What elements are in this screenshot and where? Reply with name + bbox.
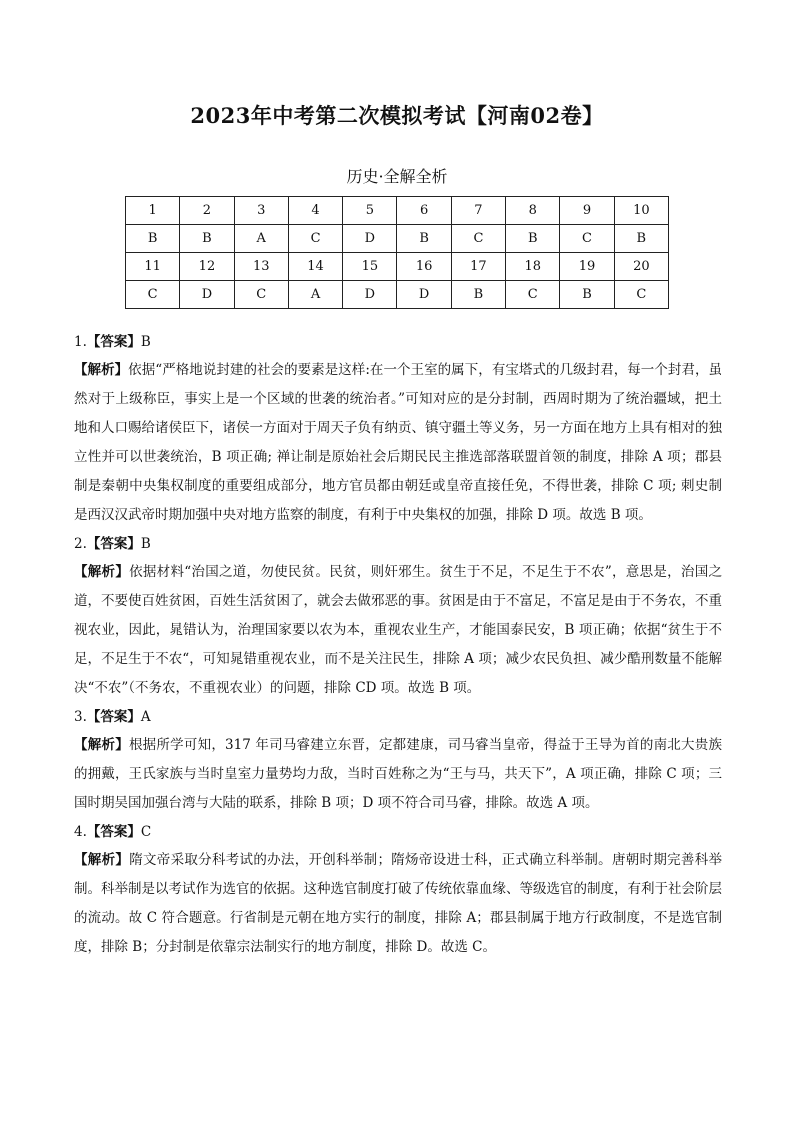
answer-table-cell: B: [180, 225, 234, 253]
analysis-paragraph: [74, 558, 722, 703]
answer-item-4: [74, 819, 722, 962]
document-title: 2023年中考第二次模拟考试【河南02卷】: [190, 103, 604, 128]
analysis-text: 根据所学可知，317 年司马睿建立东晋，定都建康，司马睿当皇帝，得益于王导为首的南北大贵族的拥戴，王氏家族与当时皇室力量势均力敌，当时百姓称之为“王与马，共天下”，A 项正确，排除 C 项；三国时期吴国加强台湾与大陆的联系，排除 B 项；D 项不符合司马睿，排除。故选 A 项。: [74, 737, 723, 811]
answer-table-cell: B: [614, 225, 668, 253]
answer-table-cell: B: [560, 281, 614, 309]
answer-table-cell: 19: [560, 253, 614, 281]
analysis-paragraph: [74, 846, 722, 962]
answer-table-row: [126, 225, 669, 253]
item-number: 1.: [74, 334, 87, 350]
answer-table-row: [126, 281, 669, 309]
analysis-text: 依据材料“治国之道，勿使民贫。民贫，则奸邪生。贫生于不足，不足生于不农”，意思是，治国之道，不要使百姓贫困，百姓生活贫困了，就会去做邪恶的事。贫困是由于不富足，不富足是由于不务农，不重视农业，因此，晁错认为，治理国家要以农为本，重视农业生产，才能国泰民安，B 项正确；依据“贫生于不足，不足生于不农“，可知晁错重视农业，而不是关注民生，排除 A 项；减少农民负担、减少酷刑数量不能解决“不农”（不务农，不重视农业）的问题，排除 CD 项。故选 B 项。: [74, 564, 722, 696]
answer-table-cell: 8: [506, 197, 560, 225]
answer-table-cell: 16: [397, 253, 451, 281]
answer-table-cell: B: [126, 225, 180, 253]
answer-table-cell: A: [234, 225, 288, 253]
answer-item-2: [74, 531, 722, 703]
answer-label: 【答案】: [86, 709, 141, 725]
answer-table-cell: C: [506, 281, 560, 309]
answer-table-cell: C: [126, 281, 180, 309]
answer-table-cell: 5: [343, 197, 397, 225]
answer-table-cell: 17: [451, 253, 505, 281]
answer-table-cell: 2: [180, 197, 234, 225]
answer-heading: [74, 531, 722, 558]
explanations: [74, 329, 722, 963]
answer-table-cell: C: [234, 281, 288, 309]
answer-table-cell: D: [397, 281, 451, 309]
analysis-text: 隋文帝采取分科考试的办法，开创科举制；隋炀帝设进士科，正式确立科举制。唐朝时期完善科举制。科举制是以考试作为选官的依据。这种选官制度打破了传统依靠血缘、等级选官的制度，有利于社会阶层的流动。故 C 符合题意。行省制是元朝在地方实行的制度，排除 A；郡县制属于地方行政制度，不是选官制度，排除 B；分封制是依靠宗法制实行的地方制度，排除 D。故选 C。: [74, 852, 723, 955]
answer-label: 【答案】: [86, 824, 141, 840]
answer-table-cell: 9: [560, 197, 614, 225]
answer-table-cell: A: [288, 281, 342, 309]
answer-table-cell: C: [614, 281, 668, 309]
answer-table-cell: 3: [234, 197, 288, 225]
answer-table-cell: 1: [126, 197, 180, 225]
analysis-paragraph: [74, 731, 722, 818]
answer-table-cell: 11: [126, 253, 180, 281]
answer-table-cell: D: [180, 281, 234, 309]
answer-label: 【答案】: [86, 536, 141, 552]
analysis-text: 依据“严格地说封建的社会的要素是这样:在一个王室的属下，有宝塔式的几级封君，每一个封君，虽然对于上级称臣，事实上是一个区域的世袭的统治者。”可知对应的是分封制，西周时期为了统治疆域，把土地和人口赐给诸侯臣下，诸侯一方面对于周天子负有纳贡、镇守疆土等义务，另一方面在地方上具有相对的独立性并可以世袭统治，B 项正确; 禅让制是原始社会后期民民主推选部落联盟首领的制度，排除 A 项；郡县制是秦朝中央集权制度的重要组成部分，地方官员都由朝廷或皇帝直接任免，不得世袭，排除 C 项; 刺史制是西汉汉武帝时期加强中央对地方监察的制度，有利于中央集权的加强，排除 D 项。故选 B 项。: [74, 362, 722, 523]
answer-table-cell: C: [451, 225, 505, 253]
answer-table-cell: D: [343, 225, 397, 253]
answer-table-row: [126, 253, 669, 281]
answer-heading: [74, 329, 722, 356]
answer-value: B: [140, 536, 151, 552]
answer-table-cell: C: [288, 225, 342, 253]
answer-heading: [74, 704, 722, 731]
analysis-label: 【解析】: [74, 362, 129, 378]
answer-table: [125, 196, 669, 309]
answer-table-cell: 6: [397, 197, 451, 225]
answer-item-1: [74, 329, 722, 530]
item-number: 3.: [74, 709, 87, 725]
answer-table-cell: B: [451, 281, 505, 309]
analysis-label: 【解析】: [74, 737, 129, 753]
answer-table-cell: 4: [288, 197, 342, 225]
answer-item-3: [74, 704, 722, 818]
item-number: 2.: [74, 536, 87, 552]
answer-table-cell: 13: [234, 253, 288, 281]
analysis-label: 【解析】: [74, 852, 130, 868]
answer-table-cell: C: [560, 225, 614, 253]
answer-table-cell: 14: [288, 253, 342, 281]
analysis-label: 【解析】: [74, 564, 130, 580]
answer-value: A: [140, 709, 151, 725]
answer-value: B: [140, 334, 151, 350]
document-subtitle: 历史·全解全析: [346, 167, 448, 186]
answer-table-cell: 20: [614, 253, 668, 281]
answer-table-row: [126, 197, 669, 225]
answer-table-cell: 15: [343, 253, 397, 281]
answer-table-cell: B: [397, 225, 451, 253]
answer-value: C: [140, 824, 152, 840]
item-number: 4.: [74, 824, 87, 840]
answer-table-cell: 18: [506, 253, 560, 281]
answer-table-cell: 7: [451, 197, 505, 225]
answer-table-cell: D: [343, 281, 397, 309]
answer-table-cell: B: [506, 225, 560, 253]
answer-table-cell: 10: [614, 197, 668, 225]
analysis-paragraph: [74, 356, 722, 530]
answer-table-cell: 12: [180, 253, 234, 281]
answer-heading: [74, 819, 722, 846]
answer-label: 【答案】: [86, 334, 141, 350]
